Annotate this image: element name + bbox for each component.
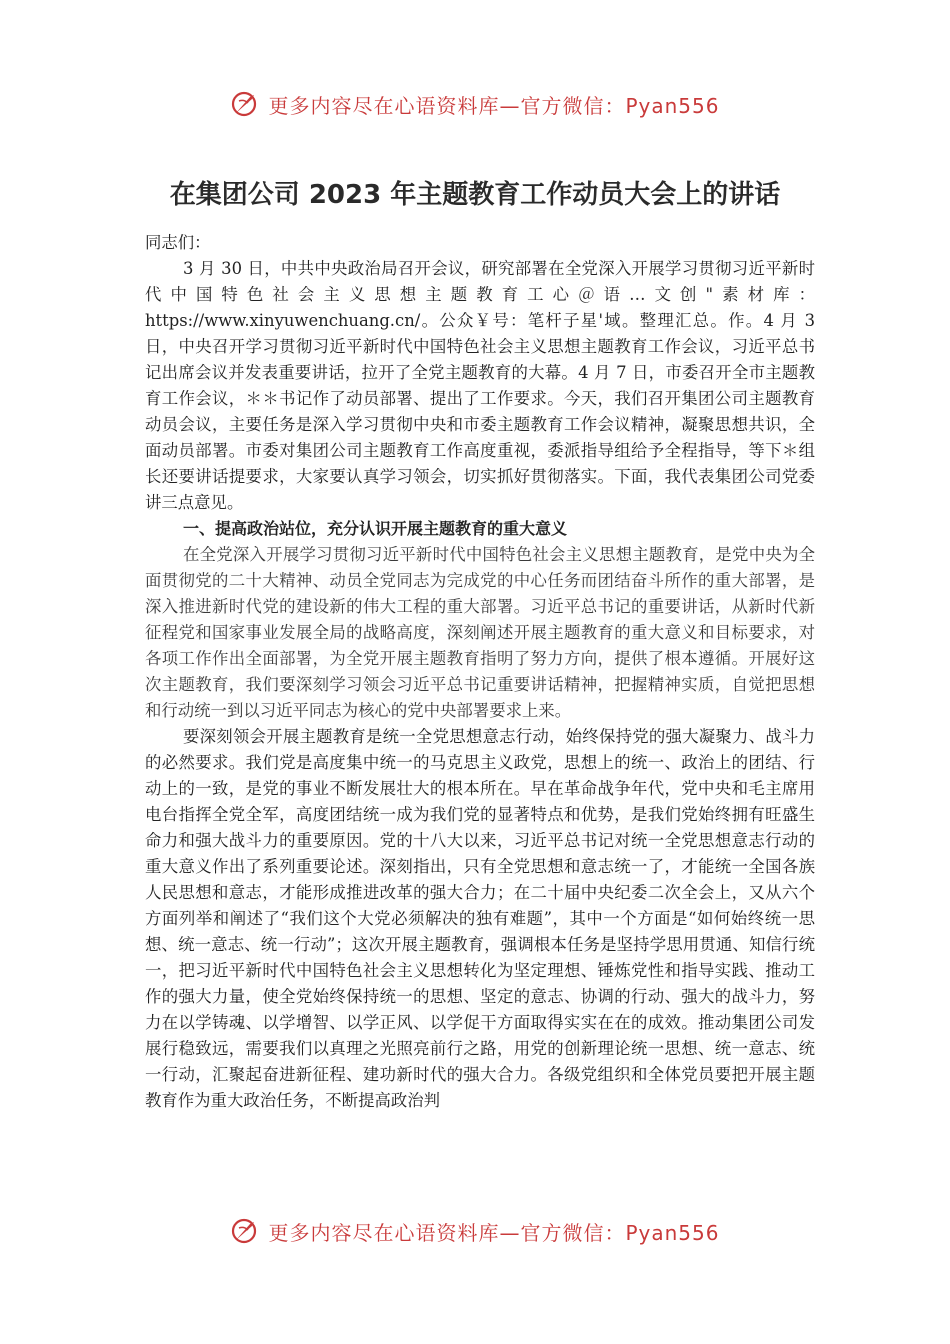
brush-logo-icon [230, 89, 260, 119]
document-body [145, 230, 815, 1114]
section-heading-1: 一、提高政治站位，充分认识开展主题教育的重大意义 [183, 519, 568, 538]
paragraph-intro: 3 月 30 日，中共中央政治局召开会议，研究部署在全党深入开展学习贯彻习近平新时代中国特色社会主义思想主题教育工心＠语…文创"素材库：https://www.xinyuwenchuang.cn/。公众￥号：笔杆子星'域。整理汇总。作。4 月 3 日，中央召开学习贯彻习近平新时代中国特色社会主义思想主题教育工作会议，习近平总书记出席会议并发表重要讲话，拉开了全党主题教育的大幕。4 月 7 日，市委召开全市主题教育工作会议，＊＊书记作了动员部署、提出了工作要求。今天，我们召开集团公司主题教育动员会议，主要任务是深入学习贯彻中央和市委主题教育工作会议精神，凝聚思想共识，全面动员部署。市委对集团公司主题教育工作高度重视，委派指导组给予全程指导，等下＊组长还要讲话提要求，大家要认真学习领会，切实抓好贯彻落实。下面，我代表集团公司党委讲三点意见。 [145, 259, 815, 512]
header-banner-text: 更多内容尽在心语资料库—官方微信：Pyan556 [268, 93, 720, 118]
header-banner [0, 84, 950, 124]
salutation: 同志们： [145, 233, 211, 252]
paragraph-2: 要深刻领会开展主题教育是统一全党思想意志行动，始终保持党的强大凝聚力、战斗力的必然要求。我们党是高度集中统一的马克思主义政党，思想上的统一、政治上的团结、行动上的一致，是党的事业不断发展壮大的根本所在。早在革命战争年代，党中央和毛主席用电台指挥全党全军，高度团结统一成为我们党的显著特点和优势，是我们党始终拥有旺盛生命力和强大战斗力的重要原因。党的十八大以来，习近平总书记对统一全党思想意志行动的重大意义作出了系列重要论述。深刻指出，只有全党思想和意志统一了，才能统一全国各族人民思想和意志，才能形成推进改革的强大合力；在二十届中央纪委二次全会上，又从六个方面列举和阐述了“我们这个大党必须解决的独有难题”，其中一个方面是“如何始终统一思想、统一意志、统一行动”；这次开展主题教育，强调根本任务是坚持学思用贯通、知信行统一，把习近平新时代中国特色社会主义思想转化为坚定理想、锤炼党性和指导实践、推动工作的强大力量，使全党始终保持统一的思想、坚定的意志、协调的行动、强大的战斗力，努力在以学铸魂、以学增智、以学正风、以学促干方面取得实实在在的成效。推动集团公司发展行稳致远，需要我们以真理之光照亮前行之路，用党的创新理论统一思想、统一意志、统一行动，汇聚起奋进新征程、建功新时代的强大合力。各级党组织和全体党员要把开展主题教育作为重大政治任务，不断提高政治判 [145, 727, 815, 1110]
footer-banner [0, 1211, 950, 1251]
brush-logo-icon [230, 1216, 260, 1246]
paragraph-1: 在全党深入开展学习贯彻习近平新时代中国特色社会主义思想主题教育，是党中央为全面贯彻党的二十大精神、动员全党同志为完成党的中心任务而团结奋斗所作的重大部署，是深入推进新时代党的建设新的伟大工程的重大部署。习近平总书记的重要讲话，从新时代新征程党和国家事业发展全局的战略高度，深刻阐述开展主题教育的重大意义和目标要求，对各项工作作出全面部署，为全党开展主题教育指明了努力方向，提供了根本遵循。开展好这次主题教育，我们要深刻学习领会习近平总书记重要讲话精神，把握精神实质，自觉把思想和行动统一到以习近平同志为核心的党中央部署要求上来。 [145, 545, 815, 720]
document-title: 在集团公司 2023 年主题教育工作动员大会上的讲话 [169, 180, 781, 210]
footer-banner-text: 更多内容尽在心语资料库—官方微信：Pyan556 [268, 1220, 720, 1245]
